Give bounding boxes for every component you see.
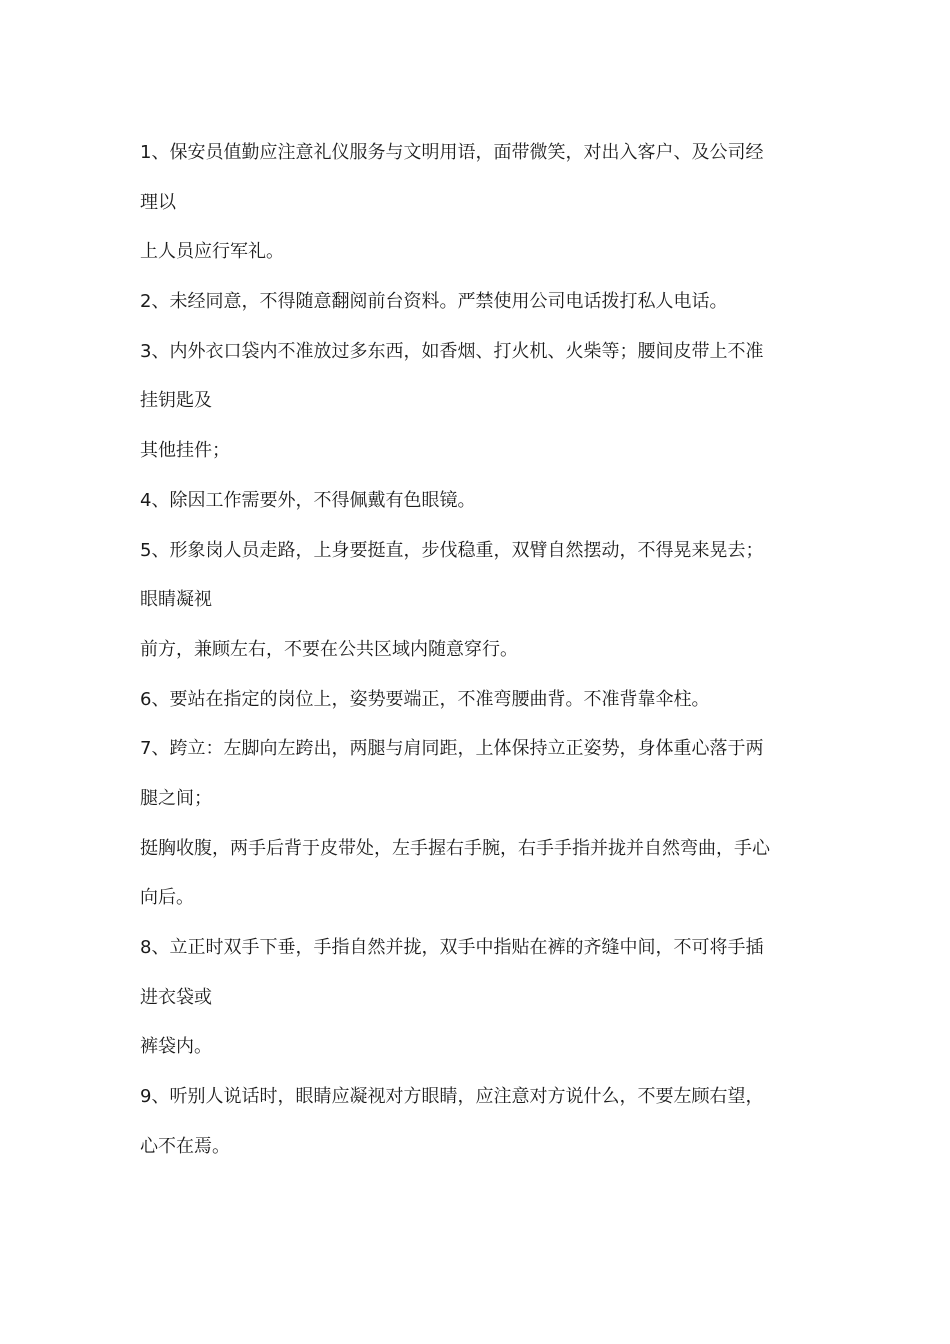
text-line: 挂钥匙及 <box>140 390 212 412</box>
text-line: 1、保安员值勤应注意礼仪服务与文明用语，面带微笑，对出入客户、及公司经 <box>140 142 764 163</box>
text-line: 2、未经同意，不得随意翻阅前台资料。严禁使用公司电话拨打私人电话。 <box>140 291 728 313</box>
text-line: 4、除因工作需要外，不得佩戴有色眼镜。 <box>140 489 476 511</box>
text-line: 向后。 <box>140 887 194 909</box>
text-line: 理以 <box>140 191 176 213</box>
text-line: 裤袋内。 <box>140 1036 212 1058</box>
text-line: 进衣袋或 <box>140 986 212 1008</box>
text-line: 9、听别人说话时，眼睛应凝视对方眼睛，应注意对方说什么，不要左顾右望， <box>140 1086 764 1108</box>
document-body <box>140 128 830 1171</box>
text-line: 7、跨立：左脚向左跨出，两腿与肩同距，上体保持立正姿势，身体重心落于两 <box>140 738 764 760</box>
text-line: 前方，兼顾左右，不要在公共区域内随意穿行。 <box>140 638 518 660</box>
text-line: 腿之间； <box>140 787 212 809</box>
text-line: 6、要站在指定的岗位上，姿势要端正，不准弯腰曲背。不准背靠伞柱。 <box>140 688 710 710</box>
text-line: 3、内外衣口袋内不准放过多东西，如香烟、打火机、火柴等；腰间皮带上不准 <box>140 340 764 362</box>
text-line: 眼睛凝视 <box>140 589 212 611</box>
text-line: 挺胸收腹，两手后背于皮带处，左手握右手腕，右手手指并拢并自然弯曲，手心 <box>140 837 770 859</box>
text-line: 5、形象岗人员走路，上身要挺直，步伐稳重，双臂自然摆动，不得晃来晃去； <box>140 539 764 561</box>
text-line: 8、立正时双手下垂，手指自然并拢，双手中指贴在裤的齐缝中间，不可将手插 <box>140 937 764 958</box>
text-line: 上人员应行军礼。 <box>140 241 284 263</box>
text-line: 心不在焉。 <box>140 1135 230 1157</box>
text-line: 其他挂件； <box>140 440 230 462</box>
